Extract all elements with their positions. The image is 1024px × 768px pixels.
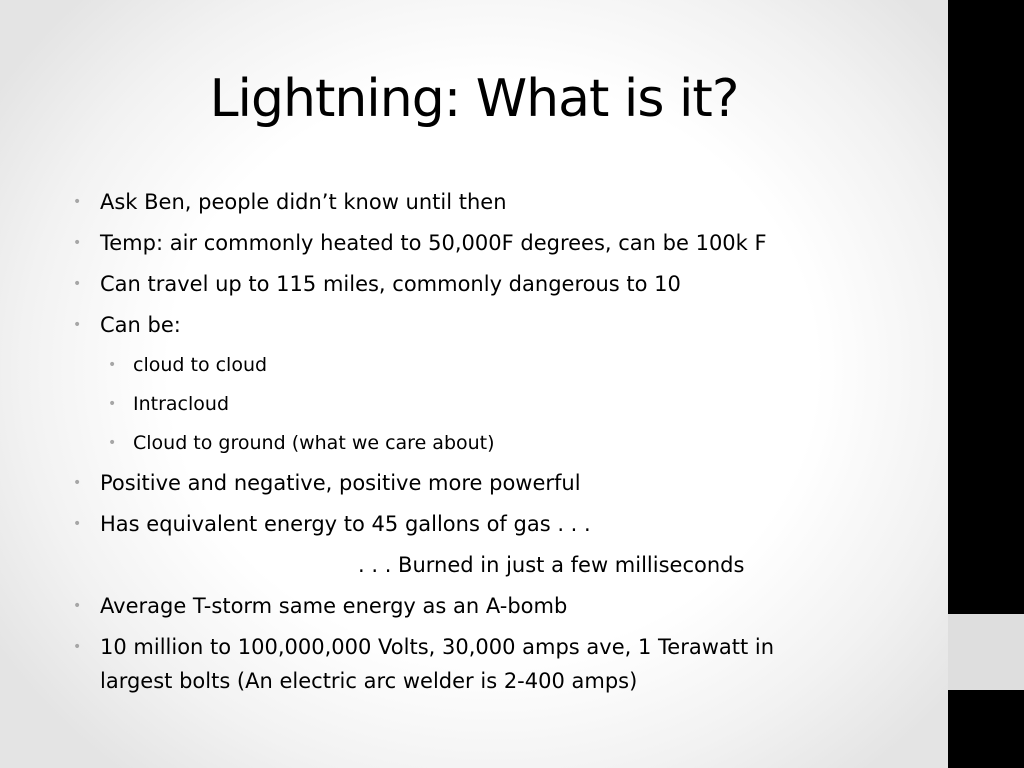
bullet-text: Can be:: [100, 313, 181, 337]
bullet-text-wrap: [100, 664, 637, 698]
bullet-text: Cloud to ground (what we care about): [133, 432, 495, 454]
sidebar-decoration: [948, 0, 1024, 768]
bullet-dot-icon: •: [73, 194, 82, 210]
sub-bullet-item: [108, 389, 230, 419]
bullet-text: Ask Ben, people didn’t know until then: [100, 190, 507, 214]
bullet-dot-icon: •: [73, 639, 82, 655]
bullet-text: Can travel up to 115 miles, commonly dangerous to 10: [100, 272, 681, 296]
bullet-dot-icon: •: [108, 396, 117, 412]
bullet-item: [73, 226, 767, 260]
bullet-text: cloud to cloud: [133, 354, 268, 376]
bullet-text: Positive and negative, positive more powerful: [100, 471, 581, 495]
slide-title: Lightning: What is it?: [209, 69, 739, 129]
bullet-dot-icon: •: [73, 516, 82, 532]
sub-bullet-item: [108, 350, 268, 380]
bullet-text: 10 million to 100,000,000 Volts, 30,000 amps ave, 1 Terawatt in: [100, 635, 775, 659]
bullet-item: [73, 308, 181, 342]
bullet-item: [73, 466, 581, 500]
bullet-item: [73, 630, 775, 664]
bullet-dot-icon: •: [73, 598, 82, 614]
bullet-dot-icon: •: [73, 475, 82, 491]
sub-bullet-item: [108, 428, 495, 458]
bullet-dot-icon: •: [108, 357, 117, 373]
bullet-item: [73, 589, 568, 623]
bullet-item: [73, 185, 507, 219]
bullet-dot-icon: •: [73, 276, 82, 292]
bullet-dot-icon: •: [73, 317, 82, 333]
sidebar-band: [948, 614, 1024, 690]
bullet-text: Has equivalent energy to 45 gallons of gas . . .: [100, 512, 591, 536]
bullet-text: largest bolts (An electric arc welder is 2-400 amps): [100, 669, 638, 693]
bullet-item: [73, 267, 681, 301]
bullet-text: . . . Burned in just a few milliseconds: [358, 553, 745, 577]
bullet-text: Average T-storm same energy as an A-bomb: [100, 594, 568, 618]
bullet-text: Temp: air commonly heated to 50,000F degrees, can be 100k F: [100, 231, 767, 255]
bullet-dot-icon: •: [73, 235, 82, 251]
bullet-item: [73, 507, 591, 541]
continuation-line: [358, 548, 744, 582]
bullet-text: Intracloud: [133, 393, 230, 415]
bullet-dot-icon: •: [108, 435, 117, 451]
